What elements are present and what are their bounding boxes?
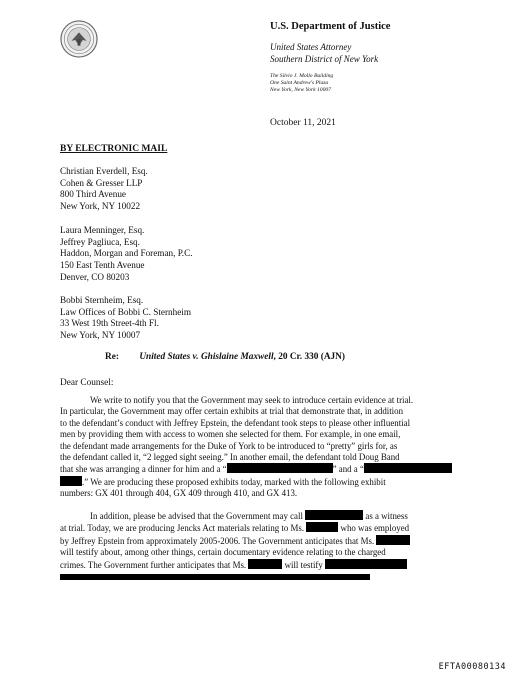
address-line: The Silvio J. Mollo Building <box>270 73 334 79</box>
text-fragment: that she was arranging a dinner for him and a “ <box>60 464 227 475</box>
text-line: to the defendant’s conduct with Jeffrey Epstein, the defendant took steps to please other influential <box>60 417 411 428</box>
text-fragment: will testify <box>284 559 323 570</box>
text-fragment: ” and a “ <box>332 464 364 475</box>
re-label: Re: <box>105 352 119 362</box>
text-fragment: at trial. Today, we are producing Jencks Act materials relating to Ms. <box>60 523 305 534</box>
text-line: the defendant called it, “2 legged sight seeing.” In another email, the defendant told Doug Band <box>60 452 400 463</box>
text-line <box>60 559 452 571</box>
redaction-box <box>306 522 338 532</box>
recipient-line: New York, NY 10007 <box>60 330 141 341</box>
redaction-box <box>325 559 407 569</box>
text-fragment: In addition, please be advised that the Government may call <box>90 511 303 521</box>
doj-seal-icon <box>60 20 98 58</box>
text-line <box>60 476 452 488</box>
office-line: Southern District of New York <box>270 53 379 64</box>
recipient-line: Cohen & Gresser LLP <box>60 177 143 188</box>
text-line <box>60 463 452 475</box>
re-line <box>105 351 345 363</box>
paragraph-1 <box>60 395 452 500</box>
recipient-block <box>60 166 148 213</box>
recipient-line: New York, NY 10022 <box>60 201 141 212</box>
recipient-line: Haddon, Morgan and Foreman, P.C. <box>60 248 193 259</box>
text-line: the defendant made arrangements for the Duke of York to be introduced to “pretty” girls for, as <box>60 440 398 451</box>
redaction-box <box>60 574 370 580</box>
bates-number: EFTA00080134 <box>438 662 506 672</box>
text-line <box>60 535 452 547</box>
text-line: We write to notify you that the Government may seek to introduce certain evidence at trial. <box>90 395 414 405</box>
text-fragment: by Jeffrey Epstein from approximately 2005-2006. The Government anticipates that Ms. <box>60 535 375 546</box>
office-line: United States Attorney <box>270 42 352 52</box>
address-line: New York, New York 10007 <box>270 87 331 93</box>
office-address <box>270 73 500 94</box>
text-line: men by providing them with access to women she selected for them. For example, in one email, <box>60 429 401 440</box>
letter-date: October 11, 2021 <box>270 118 336 128</box>
office-name <box>270 42 500 65</box>
redaction-box <box>60 476 82 486</box>
text-line: will testify about, among other things, certain documentary evidence relating to the charged <box>60 547 386 558</box>
recipient-line: Bobbi Sternheim, Esq. <box>60 295 144 305</box>
department-name: U.S. Department of Justice <box>270 21 391 32</box>
recipient-line: Laura Menninger, Esq. <box>60 225 145 235</box>
recipient-block <box>60 295 191 342</box>
recipient-line: Jeffrey Pagliuca, Esq. <box>60 236 140 247</box>
paragraph-2 <box>60 510 452 582</box>
delivery-method: BY ELECTRONIC MAIL <box>60 144 168 154</box>
case-name: United States v. Ghislaine Maxwell <box>139 352 274 362</box>
text-line <box>60 522 452 534</box>
case-number: , 20 Cr. 330 (AJN) <box>273 352 345 362</box>
recipient-block <box>60 225 193 284</box>
salutation: Dear Counsel: <box>60 378 114 388</box>
recipient-line: 800 Third Avenue <box>60 189 127 200</box>
redaction-box <box>227 463 333 473</box>
redaction-box <box>364 463 452 473</box>
case-caption <box>139 352 345 362</box>
text-fragment: crimes. The Government further anticipates that Ms. <box>60 559 247 570</box>
recipient-line: Law Offices of Bobbi C. Sternheim <box>60 306 191 317</box>
text-line <box>60 510 452 522</box>
recipient-line: Denver, CO 80203 <box>60 271 130 282</box>
text-fragment: who was employed <box>340 523 410 534</box>
text-line <box>60 571 452 582</box>
redaction-box <box>248 559 282 569</box>
text-fragment: .” We are producing these proposed exhibits today, marked with the following exhibit <box>82 476 386 487</box>
address-line: One Saint Andrew's Plaza <box>270 80 329 86</box>
recipient-line: 150 East Tenth Avenue <box>60 260 145 271</box>
text-line: numbers: GX 401 through 404, GX 409 through 410, and GX 413. <box>60 488 298 499</box>
text-line: In particular, the Government may offer certain exhibits at trial that demonstrate that, in addition <box>60 406 404 417</box>
recipient-line: 33 West 19th Street-4th Fl. <box>60 318 159 329</box>
text-fragment: as a witness <box>365 511 408 521</box>
redaction-box <box>305 510 363 520</box>
redaction-box <box>376 535 410 545</box>
letterhead <box>270 20 500 94</box>
recipient-line: Christian Everdell, Esq. <box>60 166 148 176</box>
